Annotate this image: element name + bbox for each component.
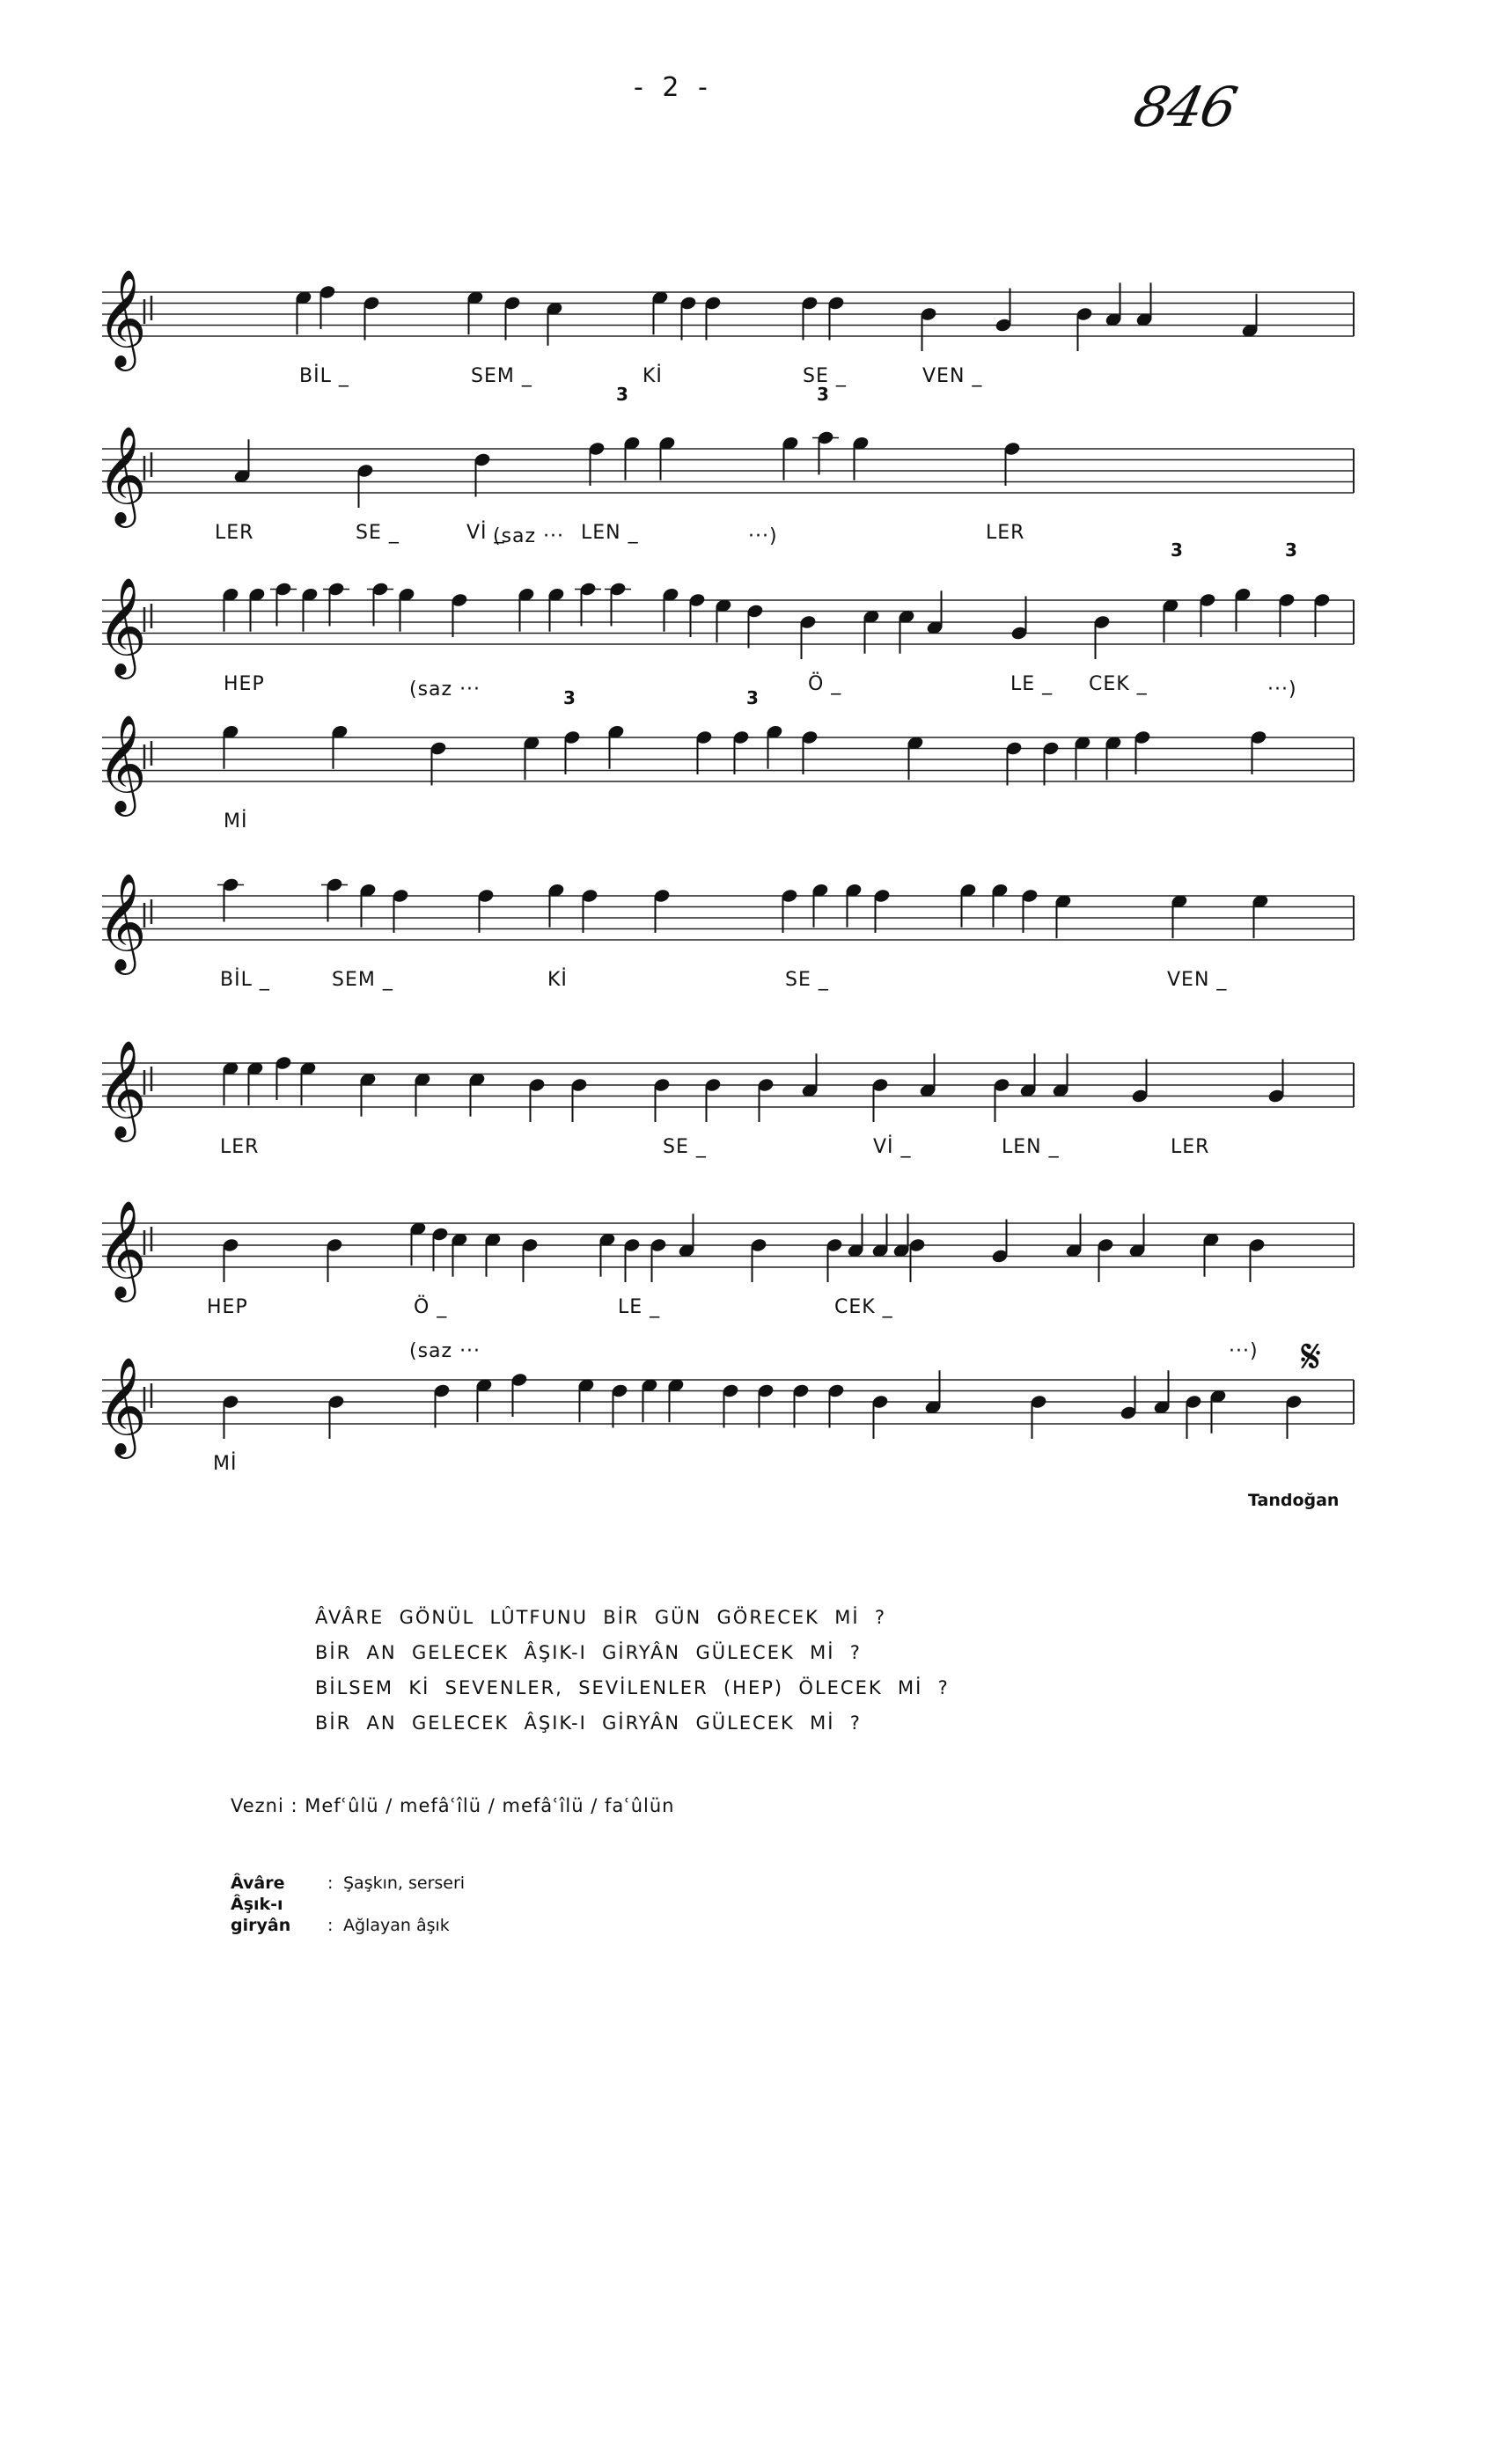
lyric-syllable: Mİ <box>213 1453 238 1475</box>
triplet-number: 3 <box>563 687 576 708</box>
lyric-syllable: SE _ <box>356 522 400 544</box>
glossary <box>231 1873 465 1936</box>
lyric-syllable: Mİ <box>224 810 248 832</box>
saz-indication: ···) <box>748 525 778 547</box>
lyric-syllable: LEN _ <box>581 522 639 544</box>
lyric-syllable: VEN _ <box>922 365 983 387</box>
lyric-syllable: BİL _ <box>299 365 349 387</box>
treble-clef-icon: 𝄞 <box>97 268 147 367</box>
treble-clef-icon: 𝄞 <box>97 1199 147 1298</box>
lyric-syllable: LER <box>1171 1136 1210 1158</box>
lyric-syllable: LEN _ <box>1002 1136 1060 1158</box>
saz-indication: (saz ··· <box>493 525 565 547</box>
lyric-syllable: CEK _ <box>1089 673 1148 695</box>
lyric-syllable: Kİ <box>643 365 663 387</box>
lyric-syllable: SE _ <box>785 969 829 991</box>
poem-line: BİR AN GELECEK ÂŞIK-I GİRYÂN GÜLECEK Mİ ? <box>315 1642 862 1663</box>
lyric-syllable: LE _ <box>1010 673 1054 695</box>
segno-icon: 𝄋 <box>1301 1329 1322 1384</box>
glossary-term: Âşık-ı giryân <box>231 1895 291 1935</box>
treble-clef-icon: 𝄞 <box>97 576 147 675</box>
meter-line: Vezni : Mefʿûlü / mefâʿîlü / mefâʿîlü / faʿûlün <box>231 1795 675 1816</box>
lyric-syllable: SE _ <box>663 1136 707 1158</box>
treble-clef-icon: 𝄞 <box>97 714 147 812</box>
lyric-syllable: HEP <box>224 673 265 695</box>
poem-line: BİLSEM Kİ SEVENLER, SEVİLENLER (HEP) ÖLECEK Mİ ? <box>315 1677 950 1698</box>
lyric-syllable: CEK _ <box>834 1296 893 1318</box>
lyrics-poem <box>315 1600 950 1741</box>
glossary-term: Âvâre <box>231 1874 285 1893</box>
lyric-syllable: SEM _ <box>471 365 532 387</box>
lyric-syllable: Vİ _ <box>873 1136 912 1158</box>
triplet-number: 3 <box>746 687 759 708</box>
saz-indication: ···) <box>1229 1340 1259 1362</box>
lyric-syllable: Ö _ <box>808 673 842 695</box>
glossary-meaning: Ağlayan âşık <box>343 1916 450 1935</box>
lyric-syllable: Vİ _ <box>466 522 505 544</box>
lyric-syllable: Ö _ <box>414 1296 448 1318</box>
treble-clef-icon: 𝄞 <box>97 872 147 971</box>
handwritten-page-number: 846 <box>1128 75 1242 139</box>
lyric-syllable: VEN _ <box>1167 969 1228 991</box>
lyric-syllable: BİL _ <box>220 969 270 991</box>
triplet-number: 3 <box>1285 539 1297 561</box>
saz-indication: (saz ··· <box>409 678 481 700</box>
treble-clef-icon: 𝄞 <box>97 1039 147 1138</box>
saz-indication: (saz ··· <box>409 1340 481 1362</box>
poem-line: ÂVÂRE GÖNÜL LÛTFUNU BİR GÜN GÖRECEK Mİ ? <box>315 1607 887 1628</box>
composer-signature: Tandoğan <box>1248 1491 1340 1510</box>
triplet-number: 3 <box>817 384 829 405</box>
treble-clef-icon: 𝄞 <box>97 1356 147 1455</box>
glossary-entry: Âşık-ı giryân : Ağlayan âşık <box>231 1895 450 1935</box>
triplet-number: 3 <box>1171 539 1183 561</box>
lyric-syllable: LER <box>986 522 1025 544</box>
poem-line: BİR AN GELECEK ÂŞIK-I GİRYÂN GÜLECEK Mİ ? <box>315 1712 862 1734</box>
lyric-syllable: SE _ <box>803 365 847 387</box>
triplet-number: 3 <box>616 384 628 405</box>
page-number: - 2 - <box>634 72 713 103</box>
lyric-syllable: Kİ <box>547 969 568 991</box>
glossary-entry: Âvâre : Şaşkın, serseri <box>231 1874 466 1893</box>
lyric-syllable: LER <box>215 522 254 544</box>
treble-clef-icon: 𝄞 <box>97 425 147 524</box>
lyric-syllable: SEM _ <box>332 969 393 991</box>
lyric-syllable: HEP <box>207 1296 248 1318</box>
lyric-syllable: LER <box>220 1136 260 1158</box>
saz-indication: ···) <box>1267 678 1297 700</box>
glossary-meaning: Şaşkın, serseri <box>343 1874 466 1893</box>
lyric-syllable: LE _ <box>618 1296 661 1318</box>
